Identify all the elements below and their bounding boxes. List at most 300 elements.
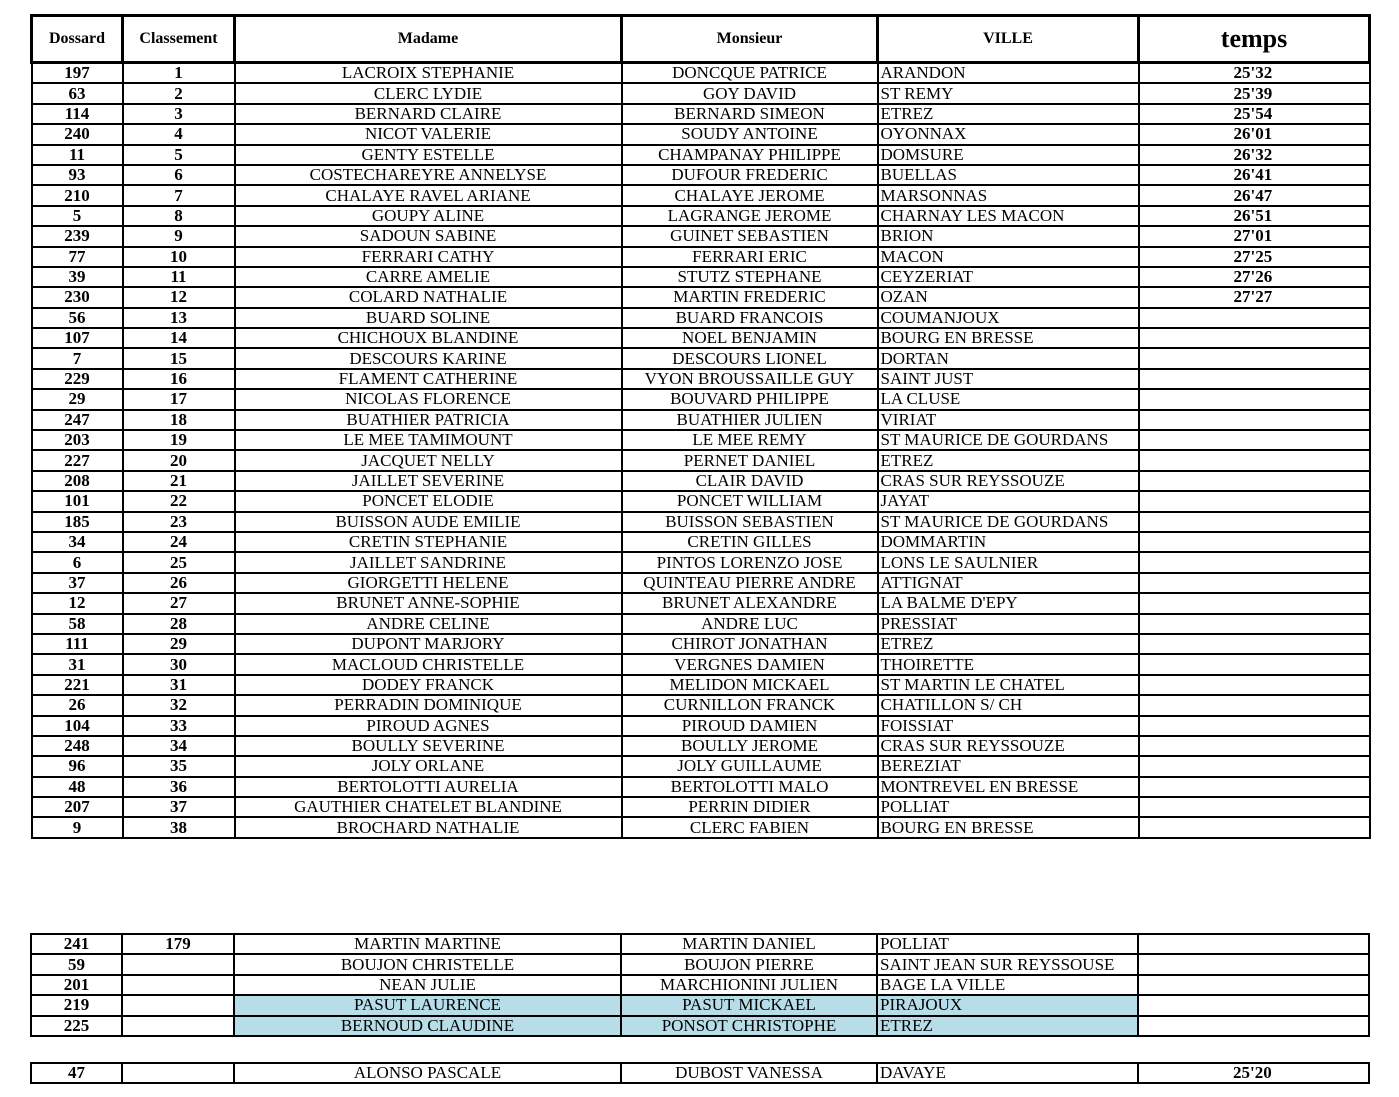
temps-cell — [1138, 975, 1369, 995]
temps-cell — [1139, 512, 1370, 532]
monsieur-cell: STUTZ STEPHANE — [622, 267, 878, 287]
temps-cell — [1139, 348, 1370, 368]
ville-cell: MARSONNAS — [878, 185, 1139, 205]
table-row — [31, 1016, 1369, 1036]
table-row — [32, 328, 1370, 348]
classement-cell: 36 — [123, 777, 235, 797]
classement-cell: 3 — [123, 104, 235, 124]
table-row — [32, 797, 1370, 817]
monsieur-cell: MELIDON MICKAEL — [622, 675, 878, 695]
temps-cell — [1138, 1016, 1369, 1036]
classement-cell: 2 — [123, 83, 235, 103]
classement-cell: 5 — [123, 145, 235, 165]
madame-cell: GOUPY ALINE — [235, 206, 622, 226]
table-row — [31, 975, 1369, 995]
ville-cell: BEREZIAT — [878, 756, 1139, 776]
table-row — [32, 430, 1370, 450]
table-row — [32, 83, 1370, 103]
madame-cell: MARTIN MARTINE — [234, 934, 621, 954]
madame-cell: MACLOUD CHRISTELLE — [235, 654, 622, 674]
classement-cell: 12 — [123, 287, 235, 307]
classement-cell: 1 — [123, 63, 235, 84]
madame-cell: DUPONT MARJORY — [235, 634, 622, 654]
ville-cell: BOURG EN BRESSE — [878, 328, 1139, 348]
ville-cell: ST REMY — [878, 83, 1139, 103]
temps-cell: 27'25 — [1139, 247, 1370, 267]
dossard-cell: 26 — [32, 695, 123, 715]
ville-cell: OZAN — [878, 287, 1139, 307]
classement-cell: 26 — [123, 573, 235, 593]
dossard-cell: 47 — [31, 1063, 122, 1083]
temps-cell — [1139, 491, 1370, 511]
monsieur-cell: JOLY GUILLAUME — [622, 756, 878, 776]
monsieur-cell: CHIROT JONATHAN — [622, 634, 878, 654]
classement-cell: 6 — [123, 165, 235, 185]
classement-cell: 35 — [123, 756, 235, 776]
dossard-cell: 7 — [32, 348, 123, 368]
madame-cell: BOUJON CHRISTELLE — [234, 954, 621, 974]
dossard-cell: 240 — [32, 124, 123, 144]
temps-cell: 26'01 — [1139, 124, 1370, 144]
ville-cell: THOIRETTE — [878, 654, 1139, 674]
ville-cell: POLLIAT — [877, 934, 1138, 954]
table-row — [32, 247, 1370, 267]
table-row — [32, 736, 1370, 756]
monsieur-cell: DESCOURS LIONEL — [622, 348, 878, 368]
madame-cell: GAUTHIER CHATELET BLANDINE — [235, 797, 622, 817]
ville-cell: DOMMARTIN — [878, 532, 1139, 552]
monsieur-cell: CLERC FABIEN — [622, 817, 878, 837]
temps-cell: 26'32 — [1139, 145, 1370, 165]
madame-cell: GIORGETTI HELENE — [235, 573, 622, 593]
temps-cell — [1139, 450, 1370, 470]
monsieur-cell: NOEL BENJAMIN — [622, 328, 878, 348]
header-classement: Classement — [123, 16, 235, 63]
madame-cell: LACROIX STEPHANIE — [235, 63, 622, 84]
dossard-cell: 12 — [32, 593, 123, 613]
ville-cell: MONTREVEL EN BRESSE — [878, 777, 1139, 797]
table-row — [32, 573, 1370, 593]
ville-cell: LA BALME D'EPY — [878, 593, 1139, 613]
madame-cell: PERRADIN DOMINIQUE — [235, 695, 622, 715]
temps-cell: 25'32 — [1139, 63, 1370, 84]
monsieur-cell: PASUT MICKAEL — [621, 995, 877, 1015]
classement-cell: 25 — [123, 552, 235, 572]
table-row — [32, 716, 1370, 736]
ville-cell: ETREZ — [878, 450, 1139, 470]
monsieur-cell: DONCQUE PATRICE — [622, 63, 878, 84]
ville-cell: CRAS SUR REYSSOUZE — [878, 736, 1139, 756]
ville-cell: ST MAURICE DE GOURDANS — [878, 430, 1139, 450]
monsieur-cell: BERNARD SIMEON — [622, 104, 878, 124]
temps-cell: 26'41 — [1139, 165, 1370, 185]
dossard-cell: 48 — [32, 777, 123, 797]
temps-cell: 27'27 — [1139, 287, 1370, 307]
classement-cell: 34 — [123, 736, 235, 756]
table-row — [31, 995, 1369, 1015]
monsieur-cell: MARTIN DANIEL — [621, 934, 877, 954]
monsieur-cell: PONSOT CHRISTOPHE — [621, 1016, 877, 1036]
classement-cell: 14 — [123, 328, 235, 348]
temps-cell: 25'54 — [1139, 104, 1370, 124]
temps-cell — [1139, 532, 1370, 552]
ville-cell: CEYZERIAT — [878, 267, 1139, 287]
madame-cell: COSTECHAREYRE ANNELYSE — [235, 165, 622, 185]
madame-cell: BUARD SOLINE — [235, 308, 622, 328]
ville-cell: ATTIGNAT — [878, 573, 1139, 593]
classement-cell: 21 — [123, 471, 235, 491]
dossard-cell: 210 — [32, 185, 123, 205]
table-row — [32, 104, 1370, 124]
ville-cell: BUELLAS — [878, 165, 1139, 185]
temps-cell: 25'39 — [1139, 83, 1370, 103]
monsieur-cell: BUARD FRANCOIS — [622, 308, 878, 328]
classement-cell: 28 — [123, 614, 235, 634]
classement-cell — [122, 975, 234, 995]
extra-results-table — [30, 933, 1370, 1037]
classement-cell: 9 — [123, 226, 235, 246]
classement-cell: 29 — [123, 634, 235, 654]
temps-cell — [1139, 634, 1370, 654]
last-result-table — [30, 1062, 1370, 1084]
temps-cell — [1139, 573, 1370, 593]
results-table — [30, 14, 1371, 839]
table-row — [32, 675, 1370, 695]
madame-cell: ANDRE CELINE — [235, 614, 622, 634]
madame-cell: GENTY ESTELLE — [235, 145, 622, 165]
dossard-cell: 197 — [32, 63, 123, 84]
madame-cell: FLAMENT CATHERINE — [235, 369, 622, 389]
classement-cell: 8 — [123, 206, 235, 226]
dossard-cell: 111 — [32, 634, 123, 654]
dossard-cell: 39 — [32, 267, 123, 287]
monsieur-cell: GUINET SEBASTIEN — [622, 226, 878, 246]
ville-cell: ETREZ — [878, 634, 1139, 654]
monsieur-cell: CHALAYE JEROME — [622, 185, 878, 205]
madame-cell: NICOLAS FLORENCE — [235, 389, 622, 409]
table-row — [32, 756, 1370, 776]
ville-cell: CHATILLON S/ CH — [878, 695, 1139, 715]
classement-cell: 4 — [123, 124, 235, 144]
madame-cell: DODEY FRANCK — [235, 675, 622, 695]
table-row — [32, 471, 1370, 491]
monsieur-cell: MARCHIONINI JULIEN — [621, 975, 877, 995]
temps-cell — [1138, 995, 1369, 1015]
header-madame: Madame — [235, 16, 622, 63]
classement-cell: 19 — [123, 430, 235, 450]
madame-cell: CARRE AMELIE — [235, 267, 622, 287]
dossard-cell: 227 — [32, 450, 123, 470]
temps-cell: 26'51 — [1139, 206, 1370, 226]
temps-cell — [1139, 817, 1370, 837]
temps-cell — [1138, 934, 1369, 954]
temps-cell — [1139, 328, 1370, 348]
temps-cell — [1138, 954, 1369, 974]
temps-cell — [1139, 756, 1370, 776]
classement-cell: 37 — [123, 797, 235, 817]
ville-cell: OYONNAX — [878, 124, 1139, 144]
dossard-cell: 203 — [32, 430, 123, 450]
dossard-cell: 6 — [32, 552, 123, 572]
table-row — [32, 287, 1370, 307]
classement-cell — [122, 954, 234, 974]
madame-cell: JOLY ORLANE — [235, 756, 622, 776]
temps-cell — [1139, 736, 1370, 756]
table-row — [31, 954, 1369, 974]
ville-cell: FOISSIAT — [878, 716, 1139, 736]
classement-cell: 11 — [123, 267, 235, 287]
ville-cell: MACON — [878, 247, 1139, 267]
dossard-cell: 208 — [32, 471, 123, 491]
temps-cell — [1139, 695, 1370, 715]
dossard-cell: 93 — [32, 165, 123, 185]
dossard-cell: 34 — [32, 532, 123, 552]
madame-cell: BERTOLOTTI AURELIA — [235, 777, 622, 797]
ville-cell: ETREZ — [877, 1016, 1138, 1036]
dossard-cell: 229 — [32, 369, 123, 389]
monsieur-cell: CURNILLON FRANCK — [622, 695, 878, 715]
temps-cell — [1139, 389, 1370, 409]
monsieur-cell: VERGNES DAMIEN — [622, 654, 878, 674]
classement-cell: 17 — [123, 389, 235, 409]
temps-cell — [1139, 797, 1370, 817]
temps-cell — [1139, 777, 1370, 797]
classement-cell — [122, 995, 234, 1015]
temps-cell: 25'20 — [1138, 1063, 1369, 1083]
dossard-cell: 5 — [32, 206, 123, 226]
table-row — [32, 267, 1370, 287]
madame-cell: BUISSON AUDE EMILIE — [235, 512, 622, 532]
dossard-cell: 221 — [32, 675, 123, 695]
ville-cell: DAVAYE — [877, 1063, 1138, 1083]
classement-cell: 22 — [123, 491, 235, 511]
dossard-cell: 185 — [32, 512, 123, 532]
table-row — [32, 63, 1370, 84]
table-row — [31, 1063, 1369, 1083]
classement-cell: 27 — [123, 593, 235, 613]
ville-cell: JAYAT — [878, 491, 1139, 511]
temps-cell: 27'01 — [1139, 226, 1370, 246]
ville-cell: ETREZ — [878, 104, 1139, 124]
classement-cell: 30 — [123, 654, 235, 674]
monsieur-cell: QUINTEAU PIERRE ANDRE — [622, 573, 878, 593]
dossard-cell: 207 — [32, 797, 123, 817]
table-row — [32, 491, 1370, 511]
dossard-cell: 96 — [32, 756, 123, 776]
classement-cell: 10 — [123, 247, 235, 267]
monsieur-cell: CLAIR DAVID — [622, 471, 878, 491]
table-row — [32, 817, 1370, 837]
madame-cell: ALONSO PASCALE — [234, 1063, 621, 1083]
monsieur-cell: PONCET WILLIAM — [622, 491, 878, 511]
monsieur-cell: DUBOST VANESSA — [621, 1063, 877, 1083]
temps-cell — [1139, 614, 1370, 634]
monsieur-cell: BRUNET ALEXANDRE — [622, 593, 878, 613]
dossard-cell: 230 — [32, 287, 123, 307]
monsieur-cell: BOUVARD PHILIPPE — [622, 389, 878, 409]
monsieur-cell: PIROUD DAMIEN — [622, 716, 878, 736]
ville-cell: LA CLUSE — [878, 389, 1139, 409]
madame-cell: BERNOUD CLAUDINE — [234, 1016, 621, 1036]
dossard-cell: 239 — [32, 226, 123, 246]
temps-cell — [1139, 471, 1370, 491]
table-row — [32, 654, 1370, 674]
madame-cell: NEAN JULIE — [234, 975, 621, 995]
monsieur-cell: BOULLY JEROME — [622, 736, 878, 756]
temps-cell — [1139, 593, 1370, 613]
madame-cell: JAILLET SEVERINE — [235, 471, 622, 491]
table-row — [31, 934, 1369, 954]
dossard-cell: 58 — [32, 614, 123, 634]
madame-cell: CRETIN STEPHANIE — [235, 532, 622, 552]
madame-cell: DESCOURS KARINE — [235, 348, 622, 368]
monsieur-cell: BUISSON SEBASTIEN — [622, 512, 878, 532]
monsieur-cell: LE MEE REMY — [622, 430, 878, 450]
header-dossard: Dossard — [32, 16, 123, 63]
monsieur-cell: DUFOUR FREDERIC — [622, 165, 878, 185]
classement-cell: 38 — [123, 817, 235, 837]
ville-cell: ST MARTIN LE CHATEL — [878, 675, 1139, 695]
madame-cell: LE MEE TAMIMOUNT — [235, 430, 622, 450]
classement-cell: 16 — [123, 369, 235, 389]
monsieur-cell: ANDRE LUC — [622, 614, 878, 634]
temps-cell — [1139, 369, 1370, 389]
temps-cell — [1139, 430, 1370, 450]
dossard-cell: 247 — [32, 410, 123, 430]
table-row — [32, 410, 1370, 430]
dossard-cell: 9 — [32, 817, 123, 837]
ville-cell: PRESSIAT — [878, 614, 1139, 634]
classement-cell: 15 — [123, 348, 235, 368]
monsieur-cell: PERRIN DIDIER — [622, 797, 878, 817]
classement-cell: 179 — [122, 934, 234, 954]
table-row — [32, 695, 1370, 715]
dossard-cell: 104 — [32, 716, 123, 736]
temps-cell — [1139, 654, 1370, 674]
classement-cell: 23 — [123, 512, 235, 532]
classement-cell — [122, 1016, 234, 1036]
classement-cell: 20 — [123, 450, 235, 470]
dossard-cell: 63 — [32, 83, 123, 103]
dossard-cell: 201 — [31, 975, 122, 995]
ville-cell: BOURG EN BRESSE — [878, 817, 1139, 837]
monsieur-cell: BUATHIER JULIEN — [622, 410, 878, 430]
monsieur-cell: CHAMPANAY PHILIPPE — [622, 145, 878, 165]
madame-cell: BERNARD CLAIRE — [235, 104, 622, 124]
monsieur-cell: BOUJON PIERRE — [621, 954, 877, 974]
dossard-cell: 56 — [32, 308, 123, 328]
classement-cell: 13 — [123, 308, 235, 328]
classement-cell: 24 — [123, 532, 235, 552]
madame-cell: BOULLY SEVERINE — [235, 736, 622, 756]
classement-cell: 18 — [123, 410, 235, 430]
temps-cell — [1139, 675, 1370, 695]
table-row — [32, 512, 1370, 532]
madame-cell: NICOT VALERIE — [235, 124, 622, 144]
ville-cell: SAINT JUST — [878, 369, 1139, 389]
table-row — [32, 532, 1370, 552]
temps-cell — [1139, 308, 1370, 328]
monsieur-cell: SOUDY ANTOINE — [622, 124, 878, 144]
madame-cell: PONCET ELODIE — [235, 491, 622, 511]
dossard-cell: 37 — [32, 573, 123, 593]
dossard-cell: 59 — [31, 954, 122, 974]
monsieur-cell: BERTOLOTTI MALO — [622, 777, 878, 797]
ville-cell: CHARNAY LES MACON — [878, 206, 1139, 226]
madame-cell: BUATHIER PATRICIA — [235, 410, 622, 430]
monsieur-cell: CRETIN GILLES — [622, 532, 878, 552]
dossard-cell: 29 — [32, 389, 123, 409]
ville-cell: ST MAURICE DE GOURDANS — [878, 512, 1139, 532]
classement-cell: 31 — [123, 675, 235, 695]
madame-cell: JAILLET SANDRINE — [235, 552, 622, 572]
monsieur-cell: PERNET DANIEL — [622, 450, 878, 470]
header-monsieur: Monsieur — [622, 16, 878, 63]
table-row — [32, 369, 1370, 389]
dossard-cell: 114 — [32, 104, 123, 124]
table-row — [32, 124, 1370, 144]
table-row — [32, 593, 1370, 613]
classement-cell: 32 — [123, 695, 235, 715]
ville-cell: BRION — [878, 226, 1139, 246]
header-ville: VILLE — [878, 16, 1139, 63]
dossard-cell: 101 — [32, 491, 123, 511]
madame-cell: COLARD NATHALIE — [235, 287, 622, 307]
dossard-cell: 248 — [32, 736, 123, 756]
table-row — [32, 389, 1370, 409]
monsieur-cell: GOY DAVID — [622, 83, 878, 103]
monsieur-cell: LAGRANGE JEROME — [622, 206, 878, 226]
classement-cell: 7 — [123, 185, 235, 205]
table-row — [32, 206, 1370, 226]
monsieur-cell: PINTOS LORENZO JOSE — [622, 552, 878, 572]
table-row — [32, 185, 1370, 205]
temps-cell: 27'26 — [1139, 267, 1370, 287]
ville-cell: ARANDON — [878, 63, 1139, 84]
ville-cell: DORTAN — [878, 348, 1139, 368]
madame-cell: JACQUET NELLY — [235, 450, 622, 470]
madame-cell: PASUT LAURENCE — [234, 995, 621, 1015]
table-row — [32, 450, 1370, 470]
ville-cell: PIRAJOUX — [877, 995, 1138, 1015]
ville-cell: SAINT JEAN SUR REYSSOUSE — [877, 954, 1138, 974]
table-row — [32, 777, 1370, 797]
madame-cell: FERRARI CATHY — [235, 247, 622, 267]
dossard-cell: 225 — [31, 1016, 122, 1036]
madame-cell: BROCHARD NATHALIE — [235, 817, 622, 837]
ville-cell: COUMANJOUX — [878, 308, 1139, 328]
monsieur-cell: MARTIN FREDERIC — [622, 287, 878, 307]
table-row — [32, 634, 1370, 654]
ville-cell: LONS LE SAULNIER — [878, 552, 1139, 572]
ville-cell: CRAS SUR REYSSOUZE — [878, 471, 1139, 491]
temps-cell — [1139, 552, 1370, 572]
ville-cell: DOMSURE — [878, 145, 1139, 165]
temps-cell — [1139, 410, 1370, 430]
dossard-cell: 31 — [32, 654, 123, 674]
ville-cell: POLLIAT — [878, 797, 1139, 817]
table-row — [32, 145, 1370, 165]
monsieur-cell: VYON BROUSSAILLE GUY — [622, 369, 878, 389]
madame-cell: BRUNET ANNE-SOPHIE — [235, 593, 622, 613]
table-row — [32, 348, 1370, 368]
ville-cell: BAGE LA VILLE — [877, 975, 1138, 995]
ville-cell: VIRIAT — [878, 410, 1139, 430]
temps-cell: 26'47 — [1139, 185, 1370, 205]
classement-cell: 33 — [123, 716, 235, 736]
dossard-cell: 241 — [31, 934, 122, 954]
monsieur-cell: FERRARI ERIC — [622, 247, 878, 267]
